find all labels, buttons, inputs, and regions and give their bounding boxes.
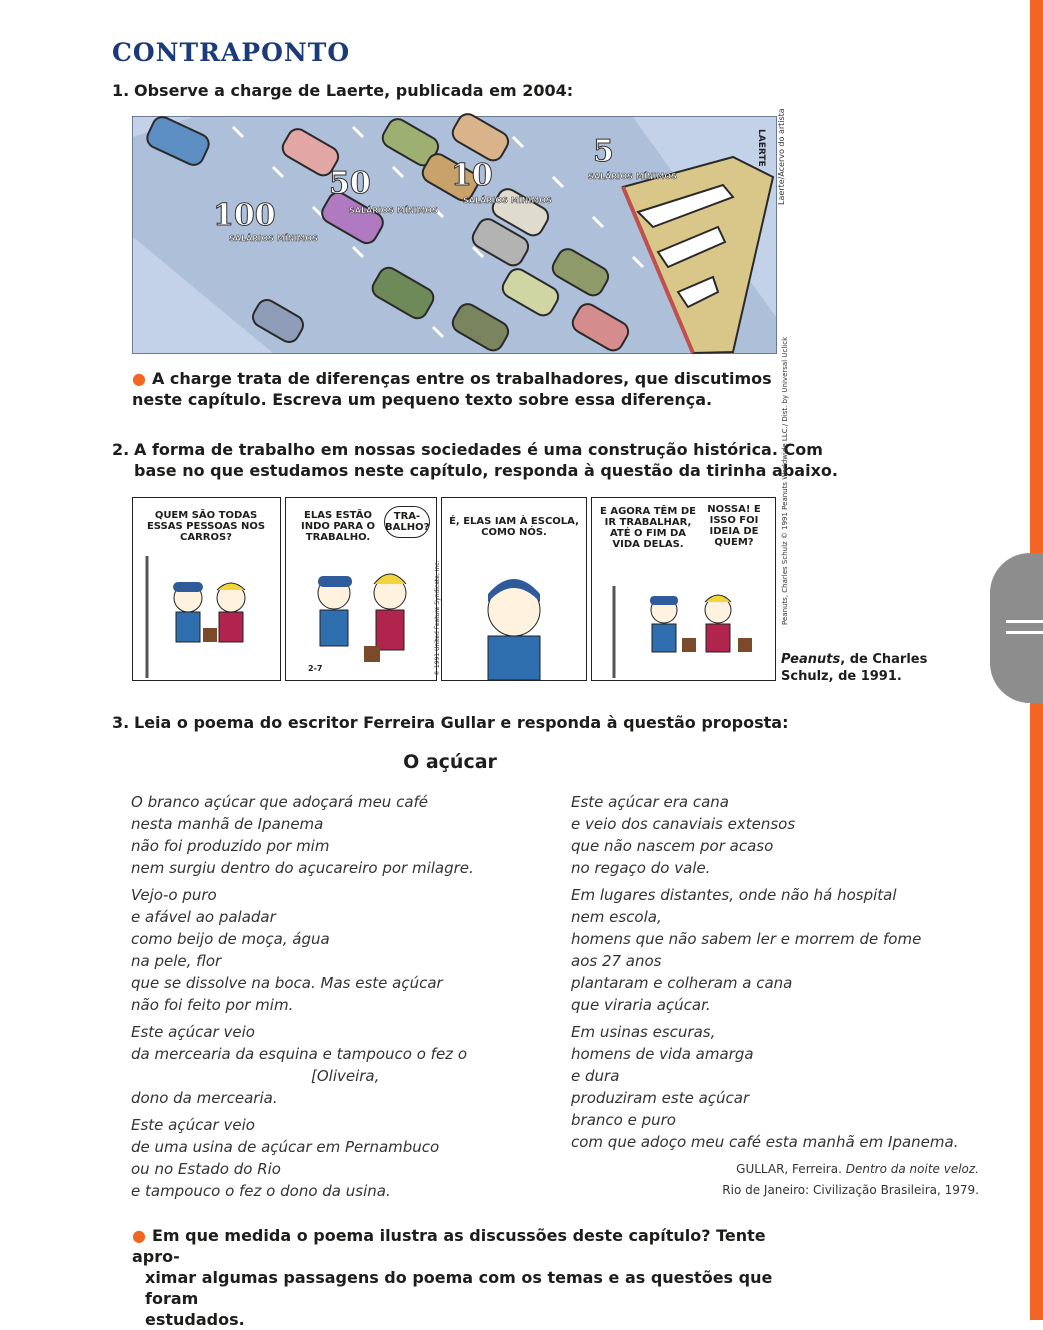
question-3 [112,712,789,733]
panel-1-drawing [133,498,280,680]
poem-line: branco e puro [571,1111,676,1129]
panel-2-drawing [286,498,436,680]
traffic-illustration [133,117,776,353]
poem-line: Este açúcar era cana [571,793,729,811]
poem-line: no regaço do vale. [571,859,711,877]
poem-line: de uma usina de açúcar em Pernambuco [131,1138,440,1156]
poem-line: não foi produzido por mim [131,837,330,855]
section-title: CONTRAPONTO [112,38,351,67]
balloon-panel-4b: NOSSA! E ISSO FOI IDEIA DE QUEM? [707,504,761,548]
poem-line: O branco açúcar que adoçará meu café [131,793,429,811]
cartoon-sign-5: 5 [593,134,614,169]
poem-line: da mercearia da esquina e tampouco o fez o [131,1045,467,1063]
cartoon-signature: LAERTE [756,129,766,167]
question-number: 3. [112,713,130,732]
source-author: GULLAR, Ferreira. [736,1162,842,1176]
poem-line: e dura [571,1067,620,1085]
question-1-prompt [132,368,792,410]
poem-line: nem escola, [571,908,662,926]
cartoon-sign-10: 10 [451,158,493,193]
strip-syndicate-credit: © 1991 United Feature Syndicate, Inc. [434,560,441,676]
question-1 [112,80,573,101]
poem-line: com que adoço meu café esta manhã em Ipanema. [571,1133,959,1151]
menu-icon-line [1006,631,1043,634]
menu-tab-handle[interactable] [990,553,1043,703]
balloon-panel-2a: ELAS ESTÃO INDO PARA O TRABALHO. [301,510,375,543]
poem-line: Este açúcar veio [131,1023,255,1041]
strip-copyright-credit: Peanuts, Charles Schulz © 1991 Peanuts Worldwide LLC./ Dist. by Universal Uclick [781,336,789,625]
poem-source-line2: Rio de Janeiro: Civilização Brasileira, 1979. [722,1183,979,1197]
poem-line: homens de vida amarga [571,1045,754,1063]
poem-line: [Oliveira, [311,1067,380,1085]
poem-right-column [571,791,958,1153]
strip-reference-line2: Schulz, de 1991. [781,669,902,684]
balloon-panel-1: QUEM SÃO TODAS ESSAS PESSOAS NOS CARROS? [146,510,266,543]
strip-panel-1 [132,497,281,681]
cartoon-sign-100: 100 [213,198,276,233]
poem-line: nesta manhã de Ipanema [131,815,324,833]
poem-line: que viraria açúcar. [571,996,711,1014]
question-number: 1. [112,81,130,100]
strip-panel-3 [441,497,587,681]
poem-line: Este açúcar veio [131,1116,255,1134]
question-3-prompt [132,1225,812,1330]
prompt-line1: Em que medida o poema ilustra as discussões deste capítulo? Tente apro- [132,1226,766,1266]
bullet-icon: ● [132,1226,146,1245]
poem-title: O açúcar [403,751,497,773]
cartoon-sign-100-sub: SALÁRIOS MÍNIMOS [229,234,318,243]
strip-reference [781,651,927,685]
cartoon-credit: Laerte/Acervo do artista [777,108,786,205]
strip-panel-4 [591,497,776,681]
poem-line: não foi feito por mim. [131,996,294,1014]
poem-line: Em usinas escuras, [571,1023,716,1041]
cartoon-sign-5-sub: SALÁRIOS MÍNIMOS [588,172,677,181]
question-text-line1: A forma de trabalho em nossas sociedades é uma construção histórica. Com [134,440,823,459]
question-1-prompt-text: A charge trata de diferenças entre os trabalhadores, que discutimos neste capítulo. Escreva um pequeno texto sobre essa diferença. [132,369,772,409]
prompt-line3: estudados. [145,1310,245,1329]
poem-line: e veio dos canaviais extensos [571,815,796,833]
laerte-cartoon [132,116,777,354]
poem-line: e tampouco o fez o dono da usina. [131,1182,391,1200]
balloon-panel-3: É, ELAS IAM À ESCOLA, COMO NÓS. [449,516,579,538]
bullet-icon: ● [132,369,146,388]
question-text: Leia o poema do escritor Ferreira Gullar e responda à questão proposta: [134,713,789,732]
strip-date-mark: 2-7 [308,664,323,673]
strip-panel-2 [285,497,441,681]
panel-3-drawing [442,498,586,680]
poem-line: produziram este açúcar [571,1089,750,1107]
poem-line: ou no Estado do Rio [131,1160,281,1178]
poem-source-line1 [736,1162,979,1176]
balloon-panel-4a: E AGORA TÊM DE IR TRABALHAR, ATÉ O FIM DA VIDA DELAS. [600,506,696,550]
poem-line: como beijo de moça, água [131,930,330,948]
poem-line: Vejo-o puro [131,886,217,904]
poem-left-column [131,791,474,1202]
panel-4-drawing [592,498,775,680]
question-2-line2: base no que estudamos neste capítulo, responda à questão da tirinha abaixo. [134,461,838,480]
poem-line: Em lugares distantes, onde não há hospital [571,886,897,904]
source-title: Dentro da noite veloz. [845,1162,979,1176]
cartoon-sign-10-sub: SALÁRIOS MÍNIMOS [463,196,552,205]
question-2 [112,439,823,460]
balloon-panel-2b: TRA- BALHO? [384,506,430,538]
poem-line: e afável ao paladar [131,908,276,926]
poem-line: plantaram e colheram a cana [571,974,793,992]
cartoon-sign-50: 50 [329,166,371,201]
poem-line: que não nascem por acaso [571,837,774,855]
poem-line: nem surgiu dentro do açucareiro por milagre. [131,859,474,877]
poem-line: que se dissolve na boca. Mas este açúcar [131,974,443,992]
menu-icon-line [1006,620,1043,623]
question-number: 2. [112,440,130,459]
poem-line: na pele, flor [131,952,222,970]
cartoon-sign-50-sub: SALÁRIOS MÍNIMOS [349,206,438,215]
poem-line: aos 27 anos [571,952,662,970]
prompt-line2: ximar algumas passagens do poema com os temas e as questões que foram [145,1268,773,1308]
question-text: Observe a charge de Laerte, publicada em 2004: [134,81,574,100]
poem-line: dono da mercearia. [131,1089,278,1107]
poem-line: homens que não sabem ler e morrem de fome [571,930,922,948]
strip-reference-title: Peanuts [781,652,841,667]
strip-reference-rest: , de Charles [840,652,928,667]
